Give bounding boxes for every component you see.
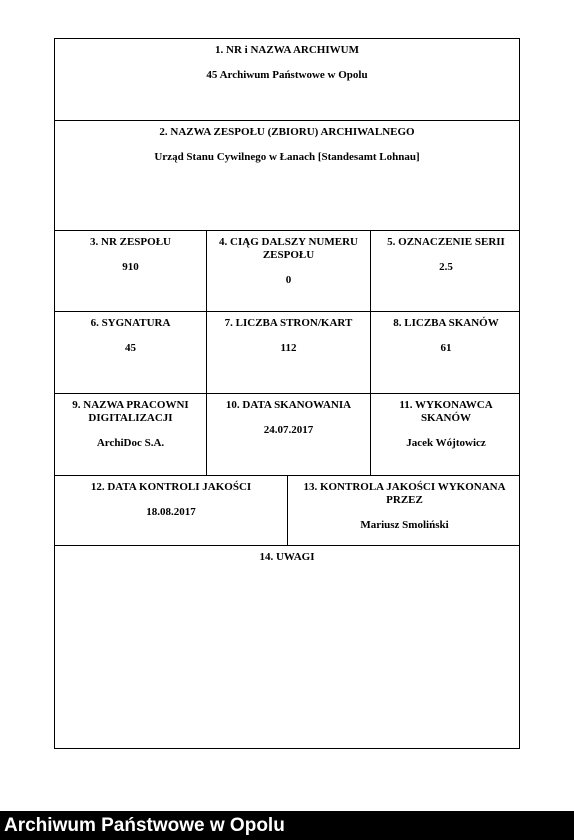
- page-count-value: 112: [280, 342, 297, 354]
- cell-qc-by: [287, 476, 521, 545]
- scan-count-label: 8. LICZBA SKANÓW: [393, 317, 499, 329]
- qc-by-value: Mariusz Smoliński: [360, 519, 449, 531]
- archive-value: 45 Archiwum Państwowe w Opolu: [206, 69, 368, 81]
- row-archive: [55, 39, 519, 121]
- archive-label: 1. NR i NAZWA ARCHIWUM: [215, 44, 359, 56]
- cell-remarks: [55, 546, 519, 748]
- cell-scan-count: [370, 312, 521, 393]
- cell-series: [370, 231, 521, 311]
- scan-count-value: 61: [440, 342, 452, 354]
- signature-label: 6. SYGNATURA: [90, 317, 171, 329]
- cell-fonds-name: [55, 121, 519, 230]
- remarks-label: 14. UWAGI: [259, 551, 315, 563]
- qc-date-label: 12. DATA KONTROLI JAKOŚCI: [90, 481, 252, 493]
- fonds-name-label: 2. NAZWA ZESPOŁU (ZBIORU) ARCHIWALNEGO: [159, 126, 415, 138]
- row-digitization: [55, 394, 519, 476]
- archive-footer-banner: Archiwum Państwowe w Opolu: [0, 811, 574, 840]
- lab-name-label: 9. NAZWA PRACOWNI DIGITALIZACJI: [72, 399, 189, 424]
- row-fonds-name: [55, 121, 519, 231]
- cell-fonds-continuation: [206, 231, 370, 311]
- cell-page-count: [206, 312, 370, 393]
- qc-date-value: 18.08.2017: [146, 506, 196, 518]
- scanner-label: 11. WYKONAWCA SKANÓW: [399, 399, 493, 424]
- fonds-number-label: 3. NR ZESPOŁU: [90, 236, 171, 248]
- row-fonds-number: [55, 231, 519, 312]
- scanner-value: Jacek Wójtowicz: [406, 437, 486, 449]
- cell-scan-date: [206, 394, 370, 475]
- series-label: 5. OZNACZENIE SERII: [387, 236, 505, 248]
- row-signature: [55, 312, 519, 394]
- page-count-label: 7. LICZBA STRON/KART: [224, 317, 353, 329]
- fonds-number-value: 910: [122, 261, 139, 273]
- row-remarks: [55, 546, 519, 748]
- cell-lab-name: [55, 394, 206, 475]
- fonds-name-value: Urząd Stanu Cywilnego w Łanach [Standesamt Lohnau]: [154, 151, 420, 163]
- row-quality-control: [55, 476, 519, 546]
- cell-scanner: [370, 394, 521, 475]
- qc-by-label: 13. KONTROLA JAKOŚCI WYKONANA PRZEZ: [303, 481, 506, 506]
- fonds-continuation-value: 0: [285, 274, 292, 286]
- cell-archive-name: [55, 39, 519, 120]
- signature-value: 45: [125, 342, 136, 354]
- cell-qc-date: [55, 476, 287, 545]
- lab-name-value: ArchiDoc S.A.: [96, 437, 165, 449]
- scan-date-label: 10. DATA SKANOWANIA: [225, 399, 352, 411]
- cell-signature: [55, 312, 206, 393]
- fonds-continuation-label: 4. CIĄG DALSZY NUMERU ZESPOŁU: [219, 236, 358, 261]
- cell-fonds-number: [55, 231, 206, 311]
- series-value: 2.5: [439, 261, 453, 273]
- scan-date-value: 24.07.2017: [263, 424, 314, 436]
- metadata-form: [54, 38, 520, 749]
